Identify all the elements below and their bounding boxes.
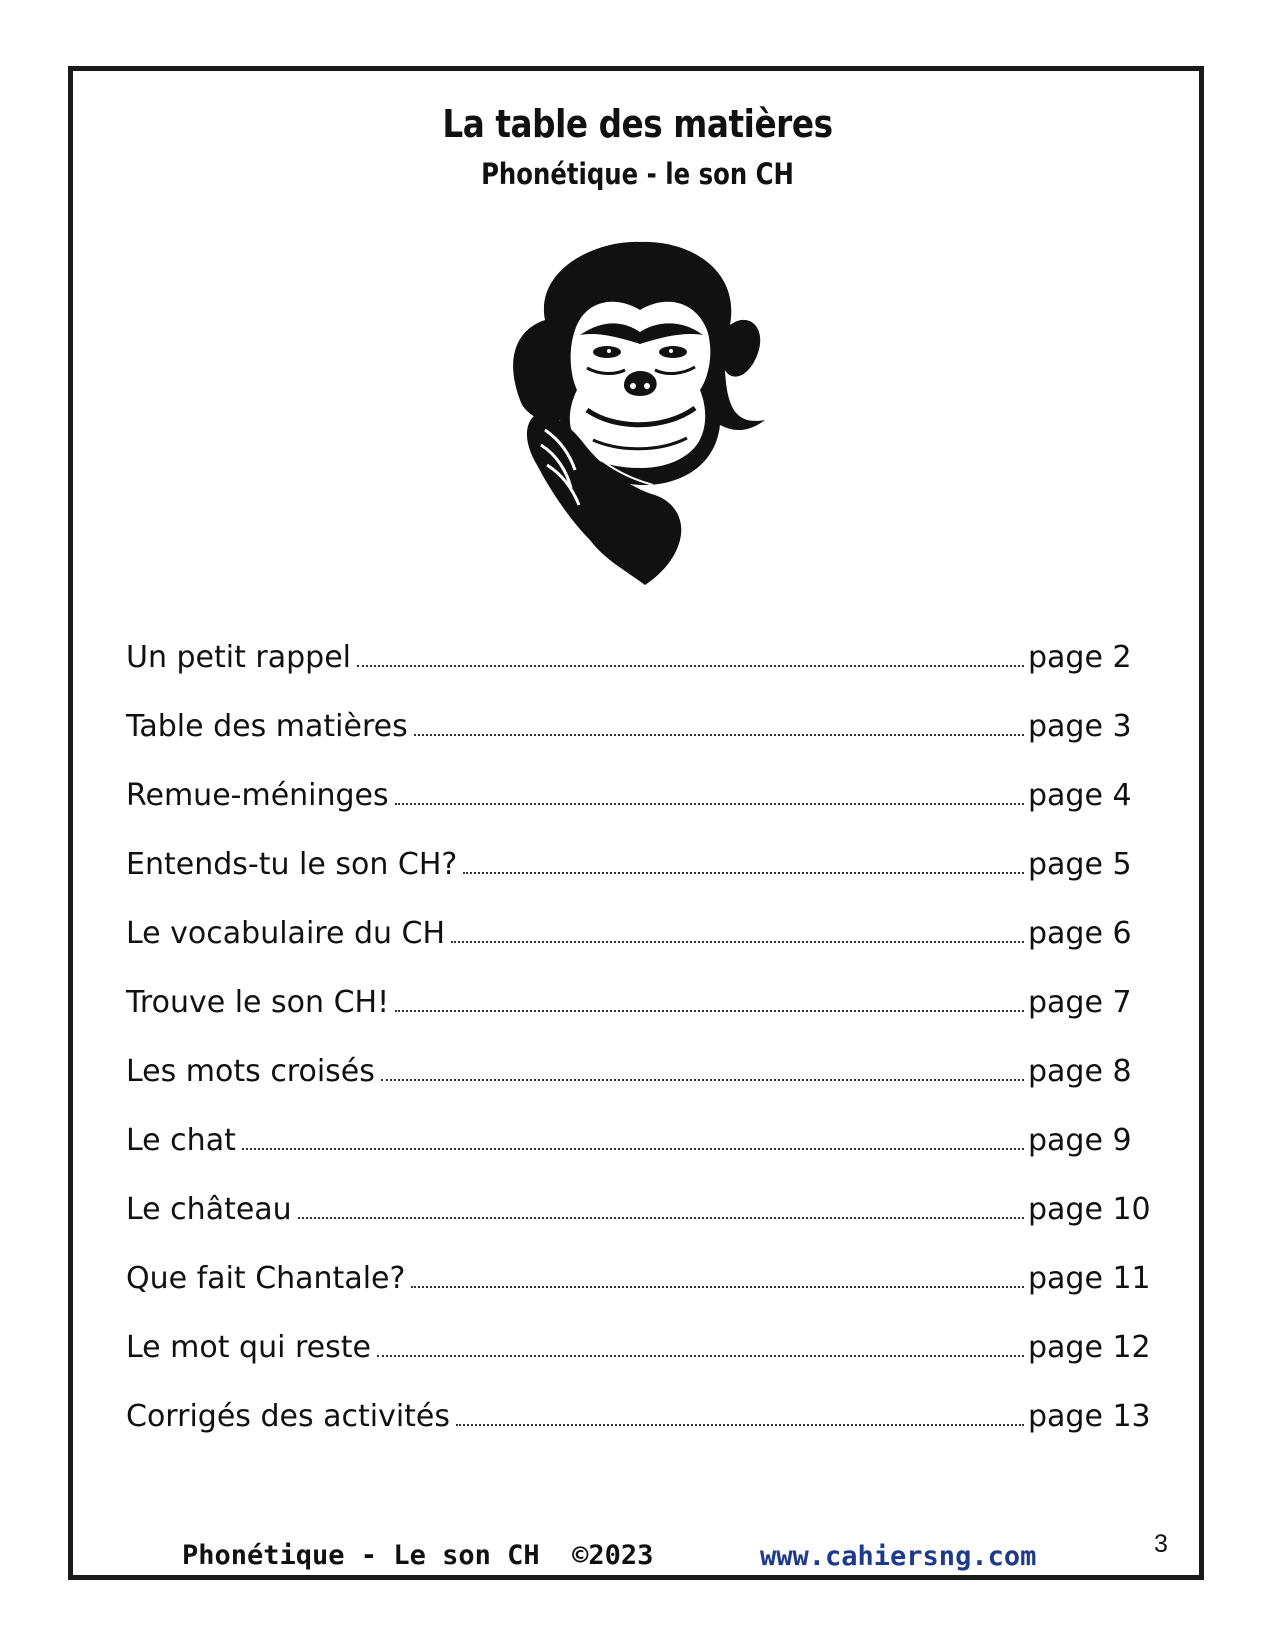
dot-leader	[357, 664, 1024, 667]
chimpanzee-thinking-icon	[475, 240, 805, 590]
toc-entry-page: page 8	[1028, 1054, 1132, 1089]
dot-leader	[451, 940, 1024, 943]
toc-entry-page: page 12	[1028, 1330, 1151, 1365]
toc-entry	[126, 1330, 1151, 1399]
toc-entry-label: Table des matières	[126, 709, 408, 744]
dot-leader	[395, 802, 1024, 805]
toc-entry-page: page 9	[1028, 1123, 1132, 1158]
toc-entry	[126, 1123, 1146, 1192]
toc-entry-label: Entends-tu le son CH?	[126, 847, 458, 882]
dot-leader	[381, 1078, 1024, 1081]
toc-entry	[126, 985, 1146, 1054]
toc-entry-page: page 10	[1028, 1192, 1151, 1227]
toc-entry-label: Trouve le son CH!	[126, 985, 390, 1020]
page-number: 3	[1154, 1530, 1168, 1558]
toc-entry-page: page 11	[1028, 1261, 1151, 1296]
toc-entry-label: Le château	[126, 1192, 292, 1227]
dot-leader	[377, 1354, 1024, 1357]
toc-entry-label: Remue-méninges	[126, 778, 389, 813]
toc-entry	[126, 1192, 1151, 1261]
toc-entry-label: Les mots croisés	[126, 1054, 375, 1089]
toc-entry-label: Un petit rappel	[126, 640, 351, 675]
dot-leader	[242, 1147, 1024, 1150]
footer-copyright: Phonétique - Le son CH ©2023	[182, 1540, 654, 1571]
toc-entry	[126, 1054, 1146, 1123]
toc-entry-label: Le vocabulaire du CH	[126, 916, 446, 951]
toc-entry-label: Corrigés des activités	[126, 1399, 451, 1434]
toc-entry	[126, 640, 1146, 709]
dot-leader	[411, 1285, 1024, 1288]
dot-leader	[395, 1009, 1024, 1012]
website-link[interactable]: www.cahiersng.com	[760, 1541, 1037, 1572]
toc-entry	[126, 1399, 1151, 1468]
toc-entry-page: page 3	[1028, 709, 1132, 744]
toc-entry-page: page 2	[1028, 640, 1132, 675]
dot-leader	[463, 871, 1024, 874]
dot-leader	[414, 733, 1024, 736]
page-title: La table des matières	[442, 102, 833, 146]
toc-entry-page: page 7	[1028, 985, 1132, 1020]
table-of-contents	[126, 640, 1151, 1468]
toc-entry-page: page 5	[1028, 847, 1132, 882]
toc-entry-label: Le mot qui reste	[126, 1330, 371, 1365]
page-subtitle: Phonétique - le son CH	[481, 157, 794, 191]
toc-entry	[126, 916, 1146, 985]
toc-entry-page: page 4	[1028, 778, 1132, 813]
toc-entry	[126, 709, 1146, 778]
dot-leader	[456, 1423, 1024, 1426]
toc-entry	[126, 1261, 1151, 1330]
toc-entry	[126, 847, 1146, 916]
toc-entry-label: Que fait Chantale?	[126, 1261, 406, 1296]
dot-leader	[298, 1216, 1024, 1219]
toc-entry-label: Le chat	[126, 1123, 236, 1158]
toc-entry-page: page 13	[1028, 1399, 1151, 1434]
toc-entry-page: page 6	[1028, 916, 1132, 951]
toc-entry	[126, 778, 1146, 847]
